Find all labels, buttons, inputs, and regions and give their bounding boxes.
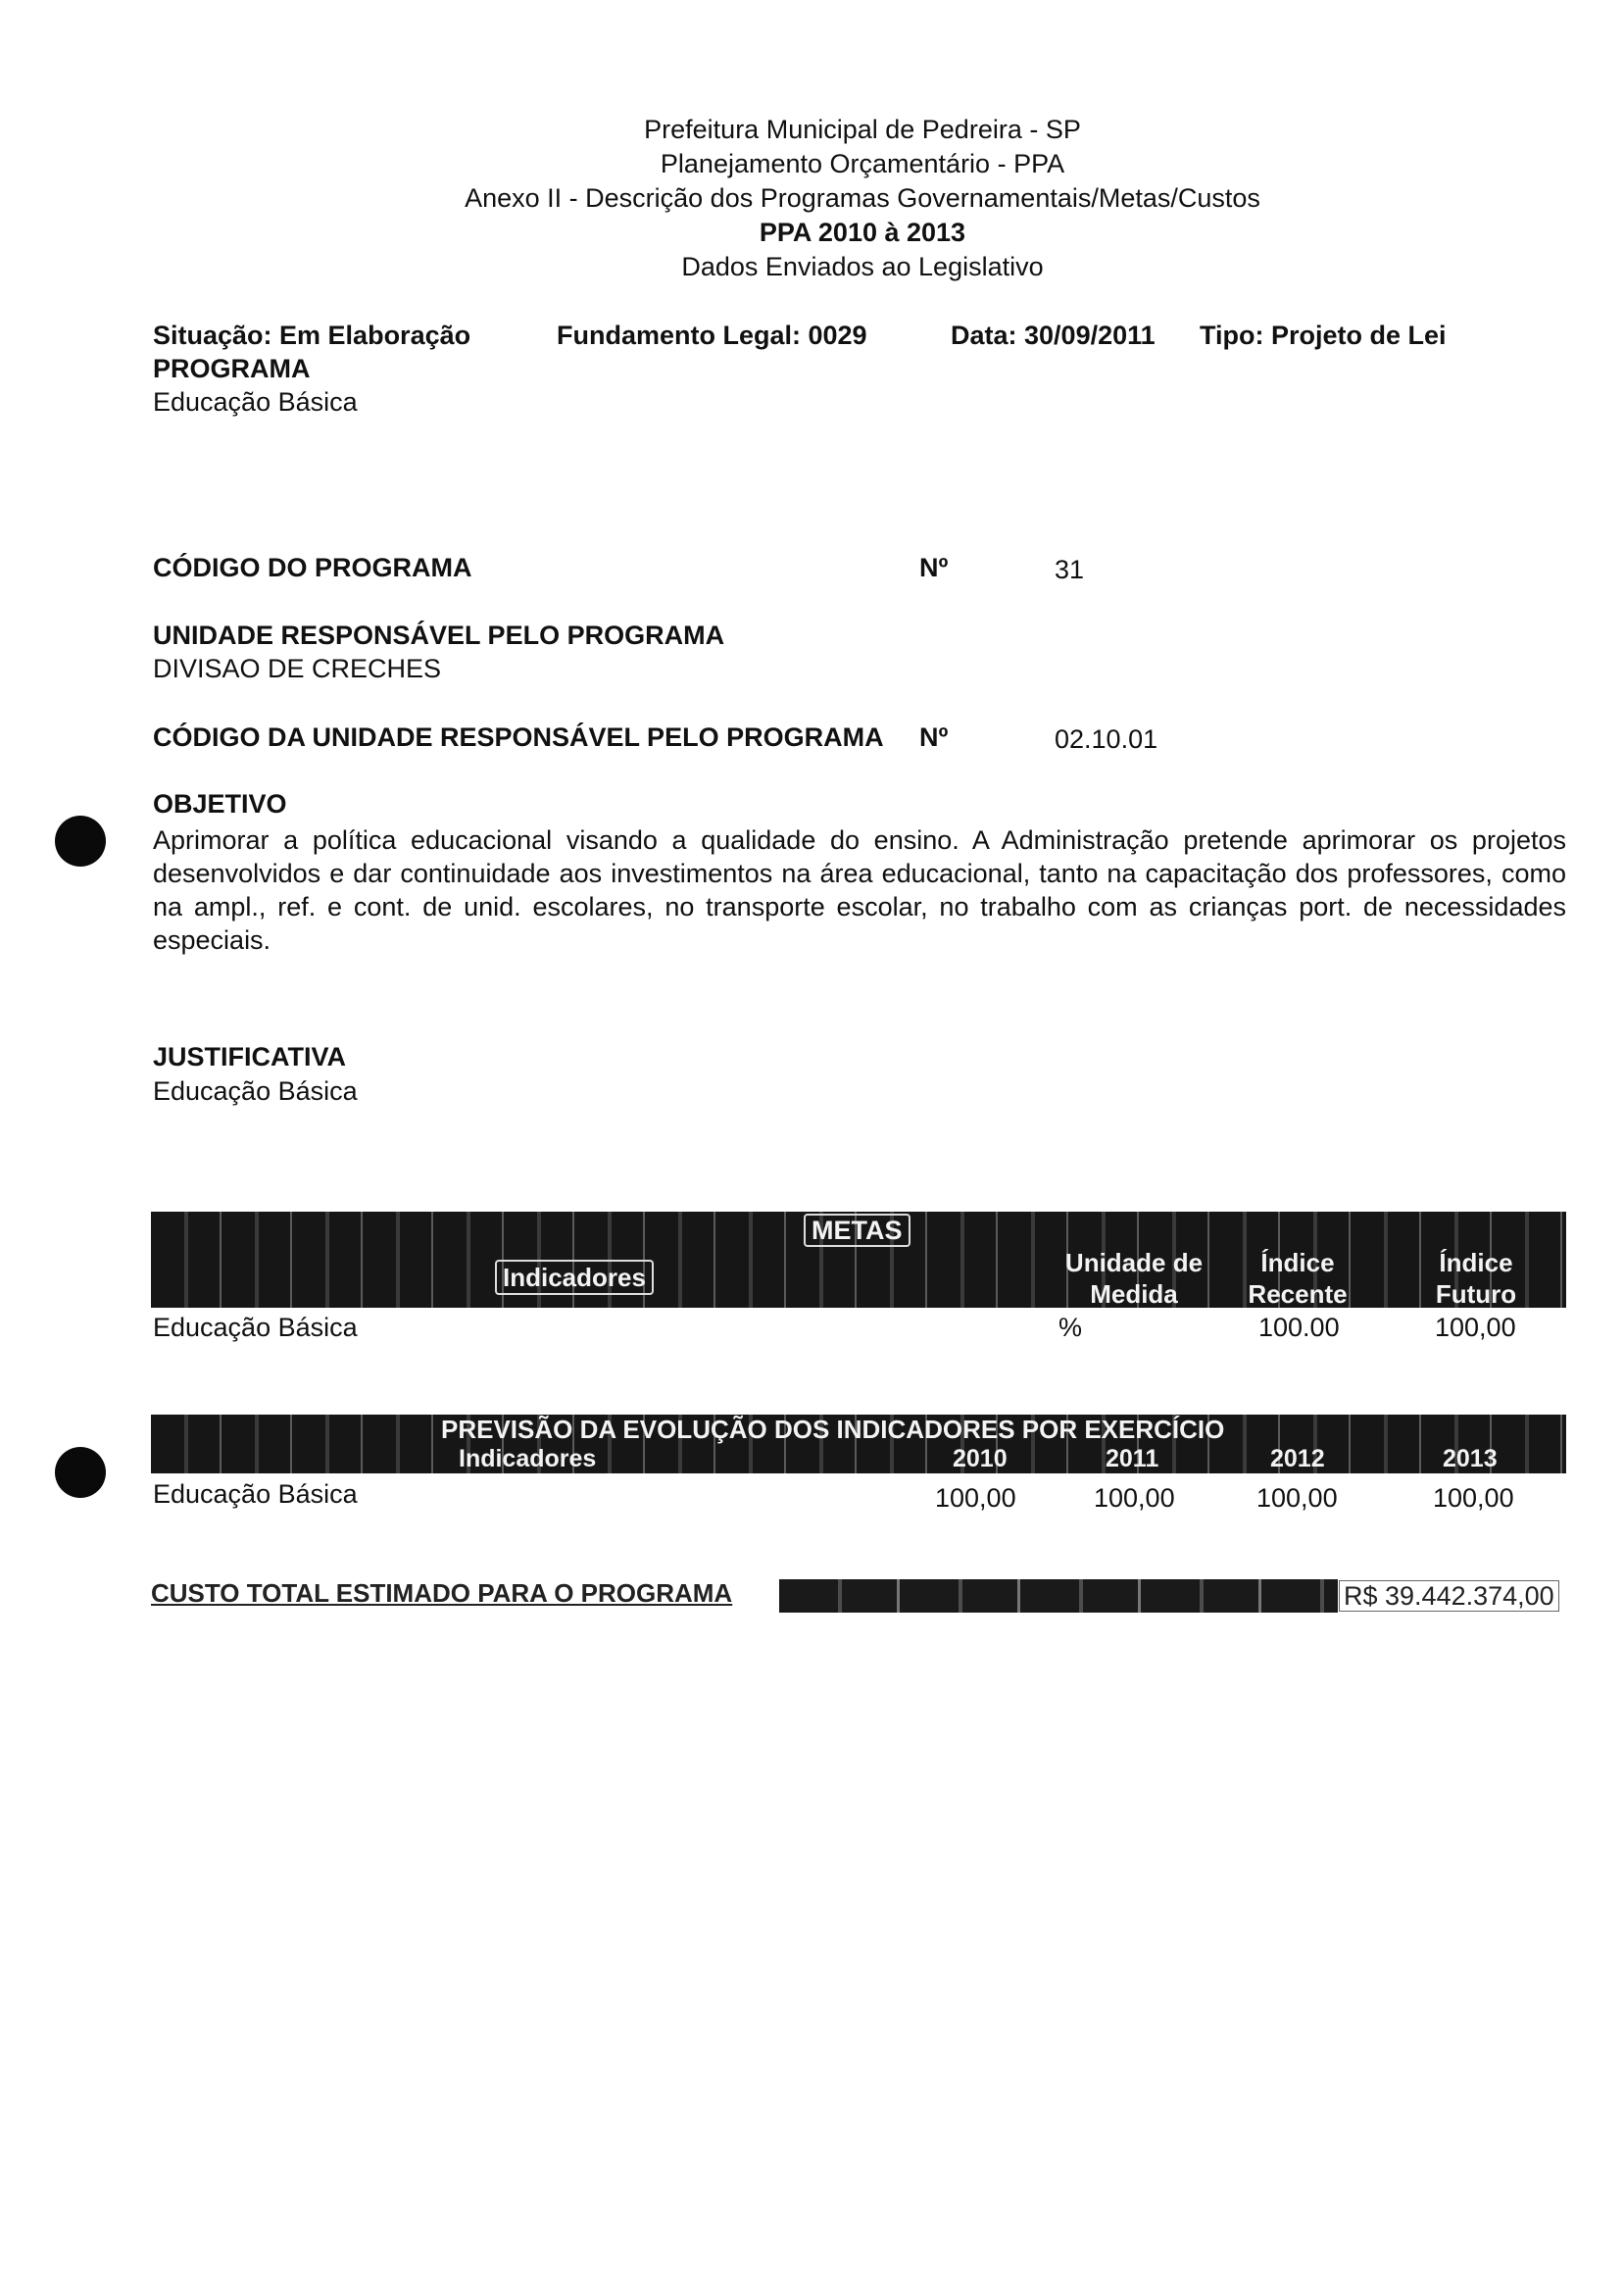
previsao-row-2011: 100,00 bbox=[1094, 1483, 1175, 1513]
data: Data: 30/09/2011 bbox=[951, 321, 1156, 350]
justificativa-label: JUSTIFICATIVA bbox=[153, 1042, 347, 1071]
previsao-year-2013: 2013 bbox=[1443, 1445, 1498, 1472]
situacao: Situação: Em Elaboração bbox=[153, 321, 471, 350]
metas-row-recente: 100.00 bbox=[1258, 1313, 1340, 1342]
programa-value: Educação Básica bbox=[153, 387, 358, 417]
previsao-row-2013: 100,00 bbox=[1433, 1483, 1514, 1513]
punch-hole-top bbox=[55, 816, 106, 867]
objetivo-label: OBJETIVO bbox=[153, 789, 287, 819]
previsao-year-2010: 2010 bbox=[953, 1445, 1008, 1472]
metas-col-futuro: Índice Futuro bbox=[1435, 1248, 1517, 1309]
unidade-value: DIVISAO DE CRECHES bbox=[153, 654, 442, 683]
custo-label: CUSTO TOTAL ESTIMADO PARA O PROGRAMA bbox=[151, 1578, 733, 1608]
previsao-title: PREVISÃO DA EVOLUÇÃO DOS INDICADORES POR EXERCÍCIO bbox=[441, 1415, 1225, 1444]
header-entity: Prefeitura Municipal de Pedreira - SP bbox=[644, 115, 1081, 144]
previsao-year-2012: 2012 bbox=[1270, 1445, 1325, 1472]
codigo-programa-label: CÓDIGO DO PROGRAMA bbox=[153, 553, 472, 582]
metas-col-unidade: Unidade de Medida bbox=[1064, 1248, 1204, 1309]
previsao-row-indicador: Educação Básica bbox=[153, 1479, 358, 1509]
custo-bar bbox=[779, 1579, 1338, 1613]
header-sent: Dados Enviados ao Legislativo bbox=[681, 252, 1044, 281]
justificativa-text: Educação Básica bbox=[153, 1076, 358, 1106]
codigo-programa-n: Nº bbox=[919, 553, 949, 582]
codigo-unidade-n: Nº bbox=[919, 722, 949, 752]
header-annex: Anexo II - Descrição dos Programas Governamentais/Metas/Custos bbox=[465, 183, 1260, 213]
programa-label: PROGRAMA bbox=[153, 354, 311, 383]
codigo-unidade-label: CÓDIGO DA UNIDADE RESPONSÁVEL PELO PROGRAMA bbox=[153, 722, 884, 752]
punch-hole-bottom bbox=[55, 1447, 106, 1498]
previsao-row-2012: 100,00 bbox=[1256, 1483, 1338, 1513]
codigo-programa-value: 31 bbox=[1055, 555, 1085, 584]
codigo-unidade-value: 02.10.01 bbox=[1055, 724, 1158, 754]
metas-title: METAS bbox=[804, 1214, 910, 1247]
metas-col-recente: Índice Recente bbox=[1248, 1248, 1348, 1309]
metas-row-unidade: % bbox=[1058, 1313, 1083, 1342]
header-ppa-period: PPA 2010 à 2013 bbox=[759, 218, 966, 247]
previsao-row-2010: 100,00 bbox=[935, 1483, 1016, 1513]
fundamento-legal: Fundamento Legal: 0029 bbox=[557, 321, 867, 350]
custo-value: R$ 39.442.374,00 bbox=[1339, 1580, 1559, 1612]
header-planning: Planejamento Orçamentário - PPA bbox=[660, 149, 1065, 178]
metas-row-futuro: 100,00 bbox=[1435, 1313, 1516, 1342]
previsao-year-2011: 2011 bbox=[1106, 1445, 1159, 1472]
unidade-label: UNIDADE RESPONSÁVEL PELO PROGRAMA bbox=[153, 621, 725, 650]
previsao-col-indicadores: Indicadores bbox=[459, 1445, 597, 1472]
metas-row-indicador: Educação Básica bbox=[153, 1313, 358, 1342]
tipo: Tipo: Projeto de Lei bbox=[1200, 321, 1447, 350]
objetivo-text: Aprimorar a política educacional visando a qualidade do ensino. A Administração pretende aprimorar os projetos desenvolvidos e dar continuidade aos investimentos na área educacional, tanto na capacitação dos professores, como na ampl., ref. e cont. de unid. escolares, no transporte escolar, no trabalho com as crianças port. de necessidades especiais. bbox=[153, 825, 1566, 955]
metas-col-indicadores: Indicadores bbox=[495, 1260, 654, 1295]
